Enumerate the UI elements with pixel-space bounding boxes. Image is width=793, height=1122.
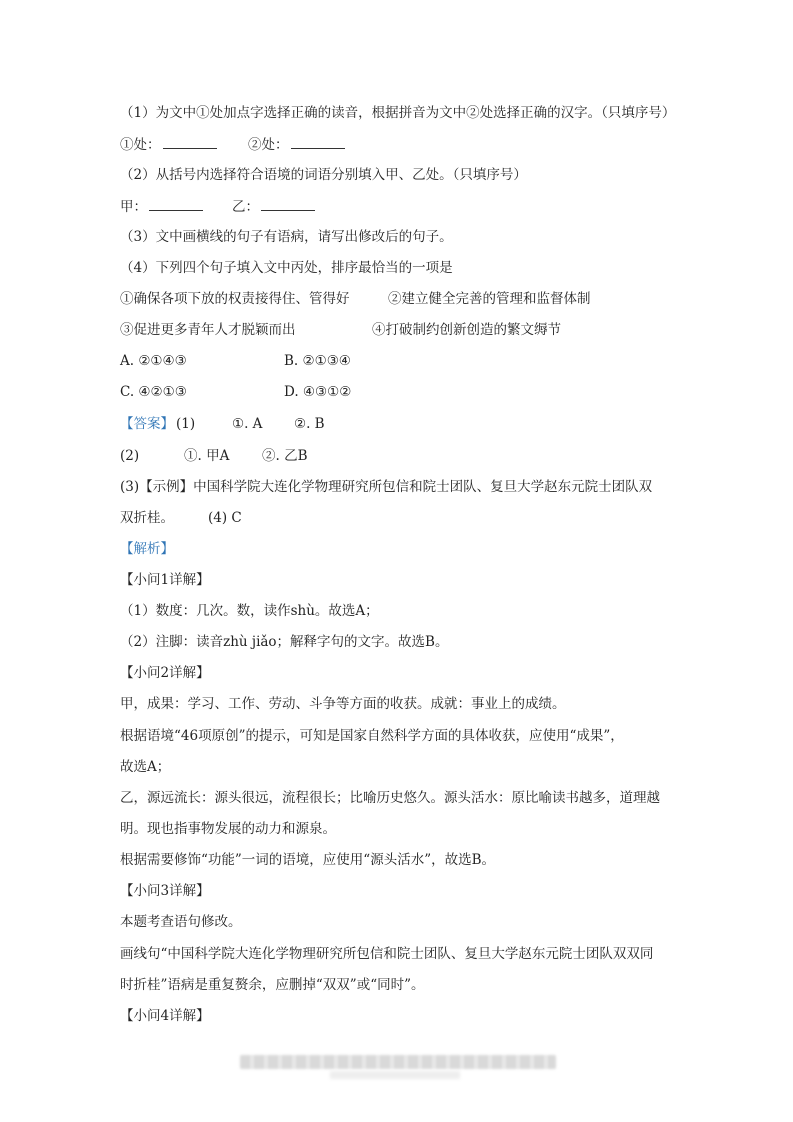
sentence-2: ②建立健全完善的管理和监督体制 xyxy=(388,291,591,307)
option-a: A. ②①④③ xyxy=(120,353,187,369)
blurred-footer-watermark-sub xyxy=(330,1071,460,1079)
analysis-sub2-line6: 根据需要修饰“功能”一词的语境，应使用“源头活水”，故选B。 xyxy=(120,852,496,868)
blank-2-line[interactable] xyxy=(291,134,345,149)
answer-3-line-2: 双折桂。 xyxy=(120,510,174,526)
question-2: （2）从括号内选择符合语境的词语分别填入甲、乙处。（只填序号） xyxy=(120,167,527,183)
sentence-3: ③促进更多青年人才脱颖而出 xyxy=(120,322,296,338)
analysis-sub2-line1: 甲，成果：学习、工作、劳动、斗争等方面的收获。成就：事业上的成绩。 xyxy=(120,696,566,712)
analysis-sub2-title: 【小问2详解】 xyxy=(120,665,210,681)
answer-2-part2: ②. 乙B xyxy=(262,448,308,464)
analysis-sub1-line2: （2）注脚：读音zhù jiǎo；解释字句的文字。故选B。 xyxy=(120,634,449,650)
answer-4: (4) C xyxy=(208,510,242,526)
answer-1-num: (1) xyxy=(176,416,196,432)
option-c: C. ④②①③ xyxy=(120,384,187,400)
blank-1-group xyxy=(120,134,217,155)
blank-1-label: ①处： xyxy=(120,137,161,153)
blurred-footer-watermark xyxy=(240,1055,556,1069)
question-4: （4）下列四个句子填入文中丙处，排序最恰当的一项是 xyxy=(120,260,453,276)
option-d: D. ④③①② xyxy=(284,384,352,400)
sentence-4: ④打破制约创新创造的繁文缛节 xyxy=(372,322,561,338)
blank-jia-line[interactable] xyxy=(149,196,203,211)
blank-jia-group xyxy=(120,196,203,217)
analysis-sub1-line1: （1）数度：几次。数，读作shù。故选A； xyxy=(120,603,379,619)
blank-2-group xyxy=(248,134,345,155)
analysis-sub4-title: 【小问4详解】 xyxy=(120,1008,210,1024)
answer-tag: 【答案】 xyxy=(120,416,174,432)
analysis-sub2-line5: 明。现也指事物发展的动力和源泉。 xyxy=(120,821,336,837)
answer-1-part1: ①. A xyxy=(232,416,263,432)
analysis-sub3-line2: 画线句“中国科学院大连化学物理研究所包信和院士团队、复旦大学赵东元院士团队双双同 xyxy=(120,946,654,962)
blank-yi-group xyxy=(232,196,315,217)
blank-yi-label: 乙： xyxy=(232,199,259,215)
option-b: B. ②①③④ xyxy=(284,353,351,369)
answer-1-part2: ②. B xyxy=(294,416,325,432)
analysis-sub3-title: 【小问3详解】 xyxy=(120,883,210,899)
answer-2-part1: ①. 甲A xyxy=(184,448,230,464)
analysis-sub1-title: 【小问1详解】 xyxy=(120,572,210,588)
analysis-sub2-line4: 乙，源远流长：源头很远，流程很长；比喻历史悠久。源头活水：原比喻读书越多，道理越 xyxy=(120,790,660,806)
answer-3-line-1: (3)【示例】中国科学院大连化学物理研究所包信和院士团队、复旦大学赵东元院士团队双 xyxy=(120,479,653,495)
analysis-sub3-line1: 本题考查语句修改。 xyxy=(120,914,242,930)
blank-2-label: ②处： xyxy=(248,137,289,153)
analysis-sub2-line3: 故选A； xyxy=(120,759,171,775)
sentence-1: ①确保各项下放的权责接得住、管得好 xyxy=(120,291,350,307)
question-1: （1）为文中①处加点字选择正确的读音，根据拼音为文中②处选择正确的汉字。（只填序号） xyxy=(120,105,676,121)
blank-jia-label: 甲： xyxy=(120,199,147,215)
analysis-sub3-line3: 时折桂”语病是重复赘余，应删掉“双双”或“同时”。 xyxy=(120,977,425,993)
question-3: （3）文中画横线的句子有语病，请写出修改后的句子。 xyxy=(120,229,453,245)
analysis-sub2-line2: 根据语境“46项原创”的提示，可知是国家自然科学方面的具体收获，应使用“成果”， xyxy=(120,728,624,744)
analysis-tag: 【解析】 xyxy=(120,541,174,557)
blank-yi-line[interactable] xyxy=(261,196,315,211)
answer-2-num: (2) xyxy=(120,448,140,464)
blank-1-line[interactable] xyxy=(163,134,217,149)
